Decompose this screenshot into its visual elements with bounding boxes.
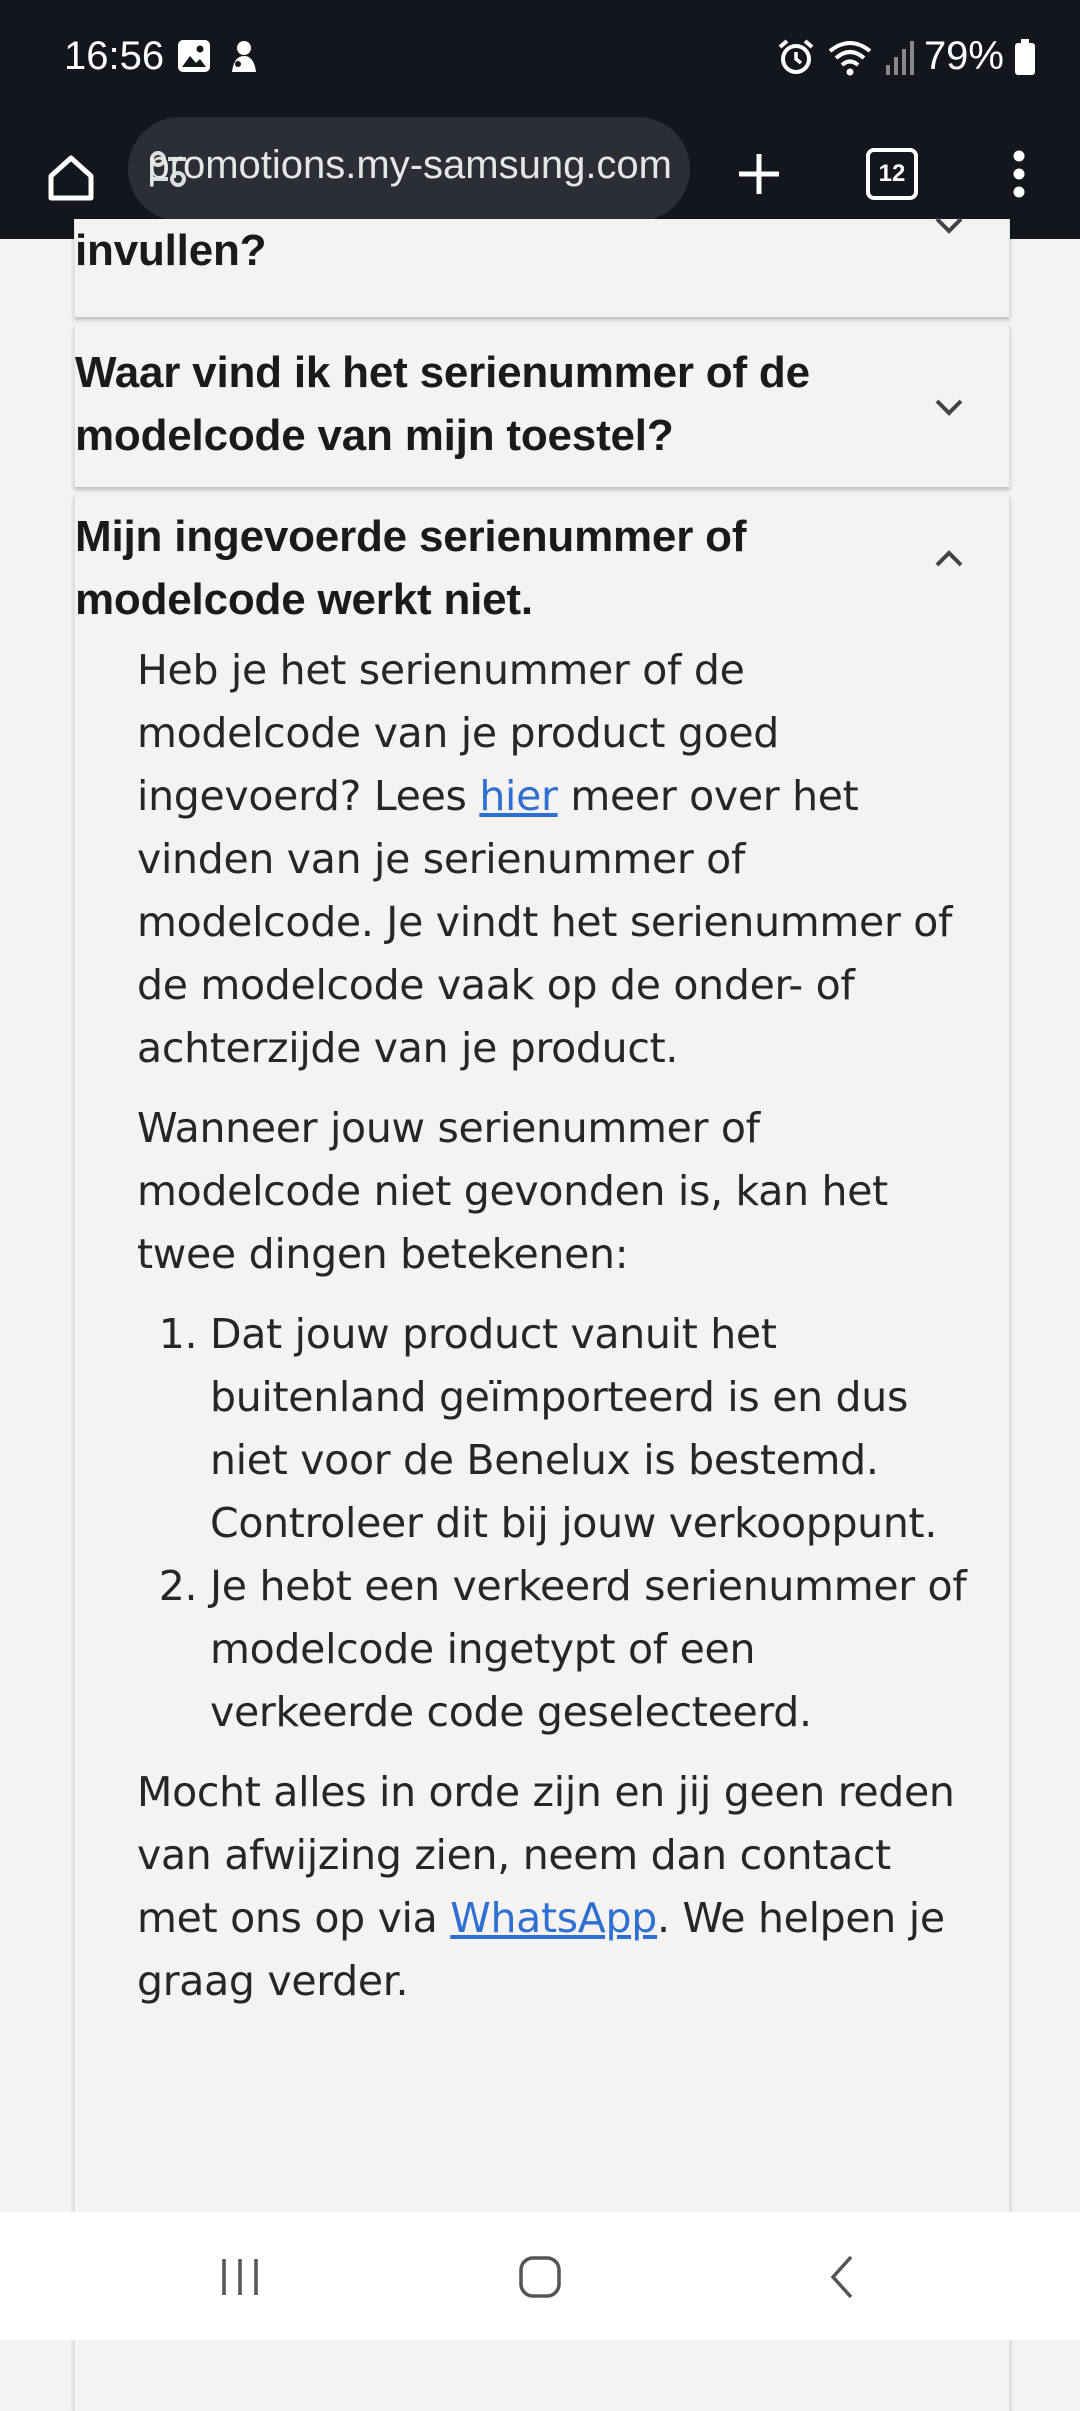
answer-text: Heb je het serienummer of de modelcode van je product goed ingevoerd? Lees — [137, 646, 780, 820]
serial-help-link[interactable]: hier — [479, 772, 558, 820]
battery-percent: 79% — [923, 34, 1004, 78]
home-button[interactable] — [34, 141, 108, 215]
new-tab-button[interactable] — [722, 137, 796, 211]
back-button[interactable] — [812, 2252, 872, 2302]
answer-paragraph — [137, 639, 967, 1080]
status-bar — [0, 0, 1080, 117]
chevron-down-icon[interactable] — [931, 395, 967, 419]
faq-item-expanded[interactable] — [74, 495, 1010, 2411]
more-vert-icon — [1012, 149, 1026, 199]
plus-icon — [735, 150, 783, 198]
signal-icon — [884, 37, 914, 77]
answer-text: Mocht alles in orde zijn en jij geen reden van afwijzing zien, neem dan contact met ons op via — [137, 1768, 955, 1942]
chevron-down-icon[interactable] — [931, 213, 967, 237]
chevron-up-icon[interactable] — [931, 547, 967, 571]
faq-item[interactable] — [74, 219, 1010, 317]
status-time: 16:56 — [64, 34, 165, 78]
list-item: 1. Dat jouw product vanuit het buitenland geïmporteerd is en dus niet voor de Benelux is bestemd. Controleer dit bij jouw verkooppunt. — [210, 1303, 967, 1555]
gallery-icon — [176, 38, 212, 74]
menu-button[interactable] — [994, 137, 1044, 211]
list-item: 2. Je hebt een verkeerd serienummer of modelcode ingetypt of een verkeerde code geselecteerd. — [210, 1555, 967, 1744]
status-right — [776, 34, 1036, 79]
answer-text: meer over het vinden van je serienummer of modelcode. Je vindt het serienummer of de modelcode vaak op de onder- of achterzijde van je product. — [137, 772, 953, 1072]
notification-icon — [226, 38, 262, 76]
tab-count: 12 — [866, 148, 918, 200]
home-icon — [44, 151, 98, 205]
alarm-icon — [776, 37, 816, 77]
page-content — [0, 226, 1080, 2212]
wifi-icon — [826, 37, 874, 77]
back-icon — [827, 2254, 857, 2300]
answer-paragraph — [137, 1761, 967, 2013]
reasons-list — [137, 1303, 967, 1744]
answer-text: . We helpen je graag verder. — [137, 1894, 945, 2005]
recents-icon — [218, 2257, 262, 2297]
address-bar[interactable] — [128, 117, 690, 221]
home-nav-icon — [518, 2255, 562, 2299]
faq-question[interactable]: Waar vind ik het serienummer of de modelcode van mijn toestel? — [75, 348, 810, 460]
tab-switcher-button[interactable] — [852, 137, 932, 211]
system-nav-bar — [0, 2212, 1080, 2340]
faq-answer — [137, 639, 967, 2030]
faq-question[interactable]: invullen? — [75, 226, 267, 275]
whatsapp-link[interactable]: WhatsApp — [450, 1894, 657, 1942]
battery-icon — [1014, 38, 1036, 76]
answer-paragraph: Wanneer jouw serienummer of modelcode niet gevonden is, kan het twee dingen betekenen: — [137, 1104, 888, 1278]
faq-item[interactable] — [74, 325, 1010, 487]
faq-question[interactable]: Mijn ingevoerde serienummer of modelcode werkt niet. — [75, 512, 747, 624]
home-nav-button[interactable] — [510, 2252, 570, 2302]
recents-button[interactable] — [210, 2252, 270, 2302]
url-text[interactable]: promotions.my-samsung.com — [147, 143, 672, 187]
